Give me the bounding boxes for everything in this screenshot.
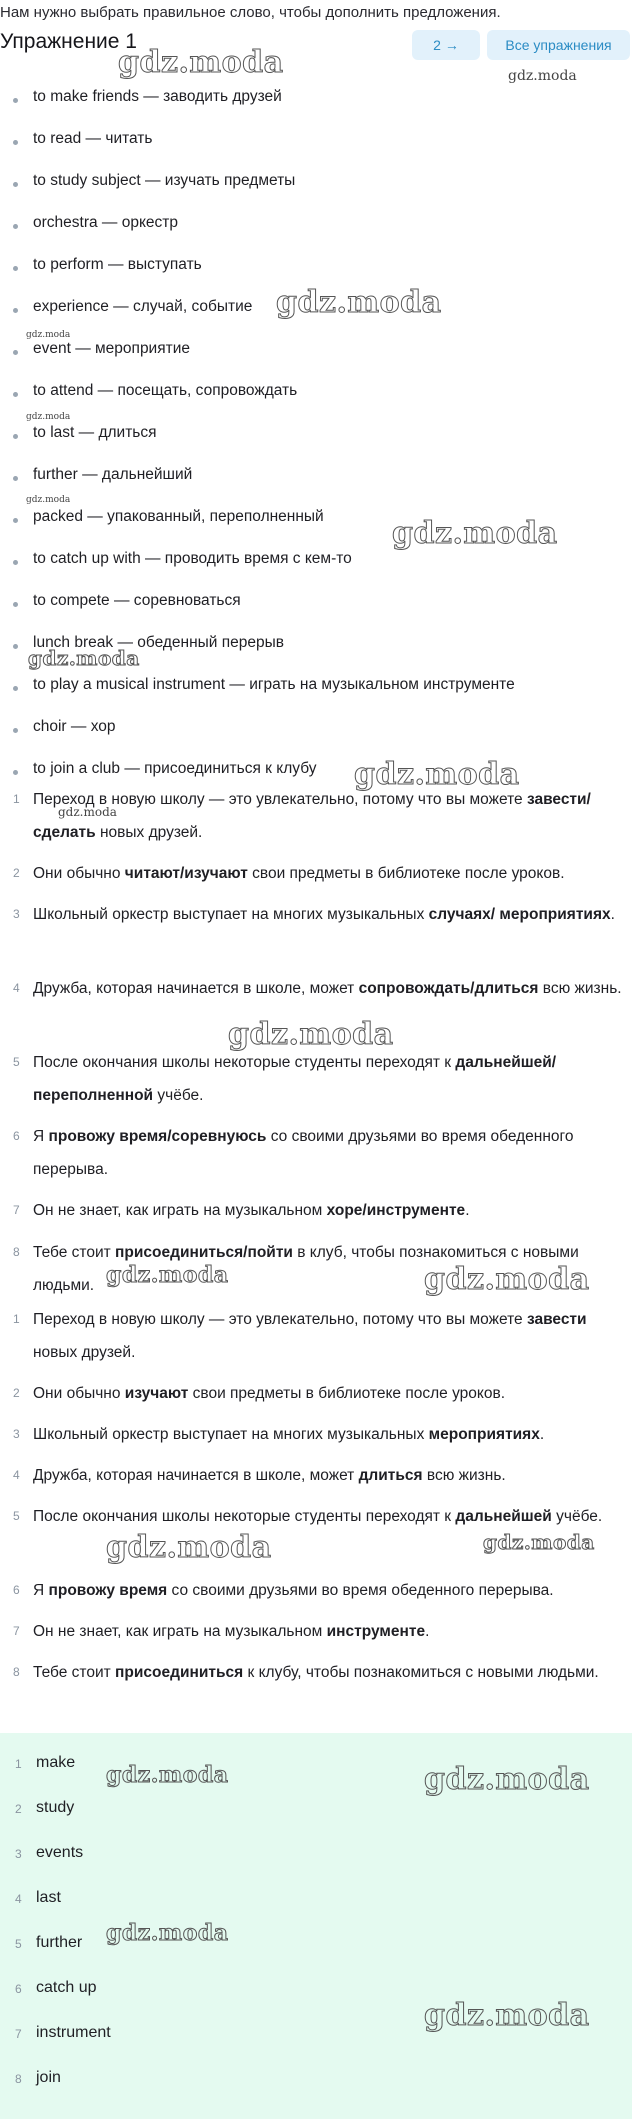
page-title: Упражнение 1: [0, 30, 137, 53]
watermark: gdz.moda: [424, 1998, 590, 2033]
bullet-icon: [13, 98, 18, 103]
list-item: to play a musical instrument — играть на музыкальном инструменте: [0, 673, 632, 715]
bullet-icon: [13, 686, 18, 691]
bullet-icon: [13, 518, 18, 523]
answer-row: 2 study: [15, 1799, 75, 1816]
watermark: gdz.moda: [106, 1262, 229, 1288]
watermark: gdz.moda: [392, 516, 558, 551]
completed-sentence: 4 Дружба, которая начинается в школе, может длиться всю жизнь.: [13, 1467, 506, 1484]
vocabulary-list: [0, 85, 632, 799]
completed-sentence: 8 Тебе стоит присоединиться к клубу, чтобы познакомиться с новыми людьми.: [13, 1664, 599, 1681]
choice-sentence: 7 Он не знает, как играть на музыкальном хоре/инструменте.: [13, 1202, 470, 1219]
all-exercises-button[interactable]: Все упражнения: [487, 30, 630, 60]
completed-sentence: 1 Переход в новую школу — это увлекательно, потому что вы можете завести новых друзей.: [13, 1311, 587, 1361]
watermark: gdz.moda: [58, 805, 117, 819]
list-item: lunch break — обеденный перерыв: [0, 631, 632, 673]
watermark: gdz.moda: [26, 330, 71, 340]
list-item: to make friends — заводить друзей: [0, 85, 632, 127]
answer-row: 3 events: [15, 1844, 84, 1861]
bullet-icon: [13, 560, 18, 565]
watermark: gdz.moda: [483, 1530, 595, 1554]
list-item: to catch up with — проводить время с кем-то: [0, 547, 632, 589]
watermark: gdz.moda: [106, 1530, 272, 1565]
watermark: gdz.moda: [106, 1920, 229, 1946]
choice-sentence: 4 Дружба, которая начинается в школе, может сопровождать/длиться всю жизнь.: [13, 980, 622, 997]
list-item: further — дальнейший: [0, 463, 632, 505]
bullet-icon: [13, 350, 18, 355]
list-item: experience — случай, событие: [0, 295, 632, 337]
watermark: gdz.moda: [354, 757, 520, 792]
choice-sentence: 2 Они обычно читают/изучают свои предметы в библиотеке после уроков.: [13, 865, 565, 882]
list-item: to compete — соревноваться: [0, 589, 632, 631]
answer-row: 1 make: [15, 1754, 76, 1771]
list-item: orchestra — оркестр: [0, 211, 632, 253]
bullet-icon: [13, 182, 18, 187]
list-item: to last — длиться: [0, 421, 632, 463]
bullet-icon: [13, 308, 18, 313]
watermark: gdz.moda: [276, 285, 442, 320]
bullet-icon: [13, 644, 18, 649]
bullet-icon: [13, 224, 18, 229]
completed-sentence: 2 Они обычно изучают свои предметы в библиотеке после уроков.: [13, 1385, 506, 1402]
choice-sentence: 8 Тебе стоит присоединиться/пойти в клуб, чтобы познакомиться с новыми людьми.: [13, 1244, 579, 1294]
watermark: gdz.moda: [106, 1762, 229, 1788]
completed-sentence: 3 Школьный оркестр выступает на многих музыкальных мероприятиях.: [13, 1426, 545, 1443]
bullet-icon: [13, 434, 18, 439]
bullet-icon: [13, 770, 18, 775]
watermark: gdz.moda: [26, 495, 71, 505]
answer-row: 7 instrument: [15, 2024, 111, 2041]
choice-sentence: 5 После окончания школы некоторые студенты переходят к дальнейшей/ переполненной учёбе.: [13, 1054, 557, 1104]
watermark: gdz.moda: [424, 1762, 590, 1797]
bullet-icon: [13, 140, 18, 145]
bullet-icon: [13, 392, 18, 397]
bullet-icon: [13, 476, 18, 481]
bullet-icon: [13, 728, 18, 733]
watermark: gdz.moda: [424, 1262, 590, 1297]
list-item: to study subject — изучать предметы: [0, 169, 632, 211]
list-item: packed — упакованный, переполненный: [0, 505, 632, 547]
list-item: event — мероприятие: [0, 337, 632, 379]
completed-sentence: 6 Я провожу время со своими друзьями во время обеденного перерыва.: [13, 1582, 554, 1599]
watermark: gdz.moda: [26, 412, 71, 422]
bullet-icon: [13, 266, 18, 271]
choice-sentence: 3 Школьный оркестр выступает на многих музыкальных случаях/ мероприятиях.: [13, 906, 615, 923]
list-item: choir — хор: [0, 715, 632, 757]
answer-row: 8 join: [15, 2069, 61, 2086]
list-item: to attend — посещать, сопровождать: [0, 379, 632, 421]
watermark: gdz.moda: [28, 646, 140, 670]
watermark: gdz.moda: [228, 1017, 394, 1052]
task-instruction: Нам нужно выбрать правильное слово, чтобы дополнить предложения.: [0, 4, 501, 21]
completed-sentence: 5 После окончания школы некоторые студенты переходят к дальнейшей учёбе.: [13, 1508, 603, 1525]
watermark: gdz.moda: [508, 68, 577, 84]
choice-sentence: 6 Я провожу время/соревнуюсь со своими друзьями во время обеденного перерыва.: [13, 1128, 574, 1178]
answer-row: 6 catch up: [15, 1979, 97, 1996]
answer-row: 5 further: [15, 1934, 83, 1951]
completed-sentence: 7 Он не знает, как играть на музыкальном инструменте.: [13, 1623, 430, 1640]
list-item: to read — читать: [0, 127, 632, 169]
list-item: to join a club — присоединиться к клубу: [0, 757, 632, 799]
answer-row: 4 last: [15, 1889, 61, 1906]
next-exercise-button[interactable]: 2 →: [412, 30, 480, 60]
bullet-icon: [13, 602, 18, 607]
list-item: to perform — выступать: [0, 253, 632, 295]
watermark: gdz.moda: [118, 45, 284, 80]
choice-sentence: 1 Переход в новую школу — это увлекательно, потому что вы можете завести/сделать новых друзей.: [13, 791, 591, 841]
